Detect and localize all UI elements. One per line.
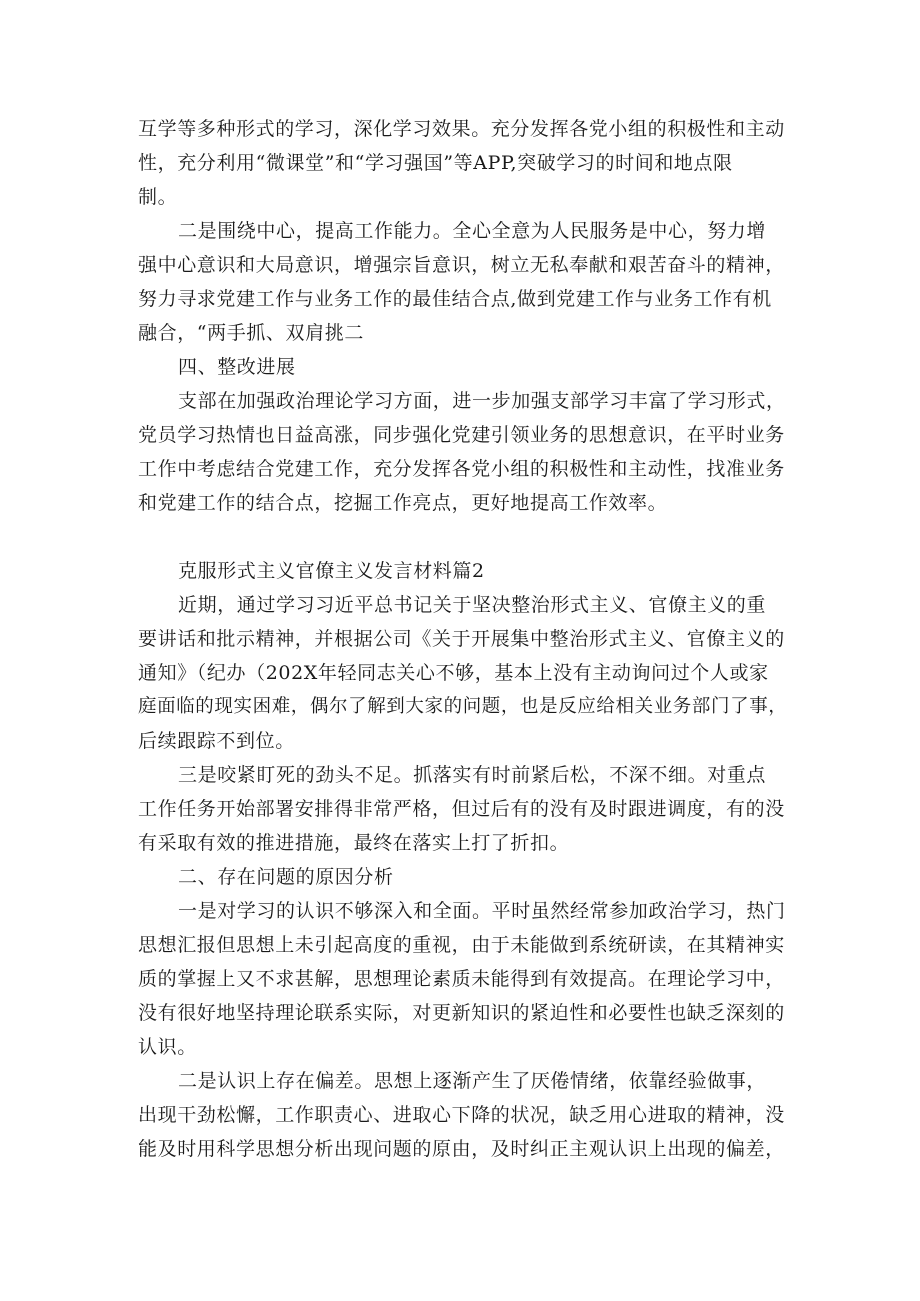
section-heading: 四、整改进展 xyxy=(178,356,296,378)
text-line: 能及时用科学思想分析出现问题的原由，及时纠正主观认识上出现的偏差， xyxy=(138,1138,785,1160)
text-line: 认识。 xyxy=(138,1036,197,1058)
text-line: 没有很好地坚持理论联系实际，对更新知识的紧迫性和必要性也缺乏深刻的 xyxy=(138,1002,785,1024)
text-line: 性，充分利用“微课堂”和“学习强国”等APP,突破学习的时间和地点限 xyxy=(138,152,733,174)
text-line: 思想汇报但思想上未引起高度的重视，由于未能做到系统研读，在其精神实 xyxy=(138,934,785,956)
text-line: 党员学习热情也日益高涨，同步强化党建引领业务的思想意识，在平时业务 xyxy=(138,424,785,446)
paragraph-start-line: 三是咬紧盯死的劲头不足。抓落实有时前紧后松，不深不细。对重点 xyxy=(178,764,767,786)
text-line: 和党建工作的结合点，挖掘工作亮点，更好地提高工作效率。 xyxy=(138,492,668,514)
paragraph-start-line: 二是围绕中心，提高工作能力。全心全意为人民服务是中心，努力增 xyxy=(178,220,767,242)
text-line: 质的掌握上又不求甚解，思想理论素质未能得到有效提高。在理论学习中， xyxy=(138,968,785,990)
text-line: 努力寻求党建工作与业务工作的最佳结合点,做到党建工作与业务工作有机 xyxy=(138,288,772,310)
section-heading: 二、存在问题的原因分析 xyxy=(178,866,394,888)
paragraph-start-line: 支部在加强政治理论学习方面，进一步加强支部学习丰富了学习形式， xyxy=(178,390,786,412)
text-line: 有采取有效的推进措施，最终在落实上打了折扣。 xyxy=(138,832,570,854)
paragraph-start-line: 近期，通过学习习近平总书记关于坚决整治形式主义、官僚主义的重 xyxy=(178,594,767,616)
paragraph-start-line: 二是认识上存在偏差。思想上逐渐产生了厌倦情绪，依靠经验做事， xyxy=(178,1070,767,1092)
article-title: 克服形式主义官僚主义发言材料篇2 xyxy=(178,560,485,582)
text-line: 融合，“两手抓、双肩挑二 xyxy=(138,322,364,344)
text-line: 庭面临的现实困难，偶尔了解到大家的问题，也是反应给相关业务部门了事， xyxy=(138,696,788,717)
text-line: 互学等多种形式的学习，深化学习效果。充分发挥各党小组的积极性和主动 xyxy=(138,118,785,140)
text-line: 通知》（纪办（202X年轻同志关心不够，基本上没有主动询问过个人或家 xyxy=(138,662,769,684)
text-line: 制。 xyxy=(138,186,178,208)
page-bottom-margin xyxy=(0,1268,920,1301)
text-line: 工作中考虑结合党建工作，充分发挥各党小组的积极性和主动性，找准业务 xyxy=(138,458,785,480)
text-line: 要讲话和批示精神，并根据公司《关于开展集中整治形式主义、官僚主义的 xyxy=(138,628,785,650)
paragraph-start-line: 一是对学习的认识不够深入和全面。平时虽然经常参加政治学习，热门 xyxy=(178,900,786,922)
text-line: 后续跟踪不到位。 xyxy=(138,730,295,752)
text-line: 强中心意识和大局意识，增强宗旨意识，树立无私奉献和艰苦奋斗的精神， xyxy=(138,254,785,276)
text-line: 工作任务开始部署安排得非常严格，但过后有的没有及时跟进调度，有的没 xyxy=(138,798,785,820)
text-line: 出现干劲松懈，工作职责心、进取心下降的状况，缺乏用心进取的精神，没 xyxy=(138,1104,785,1126)
